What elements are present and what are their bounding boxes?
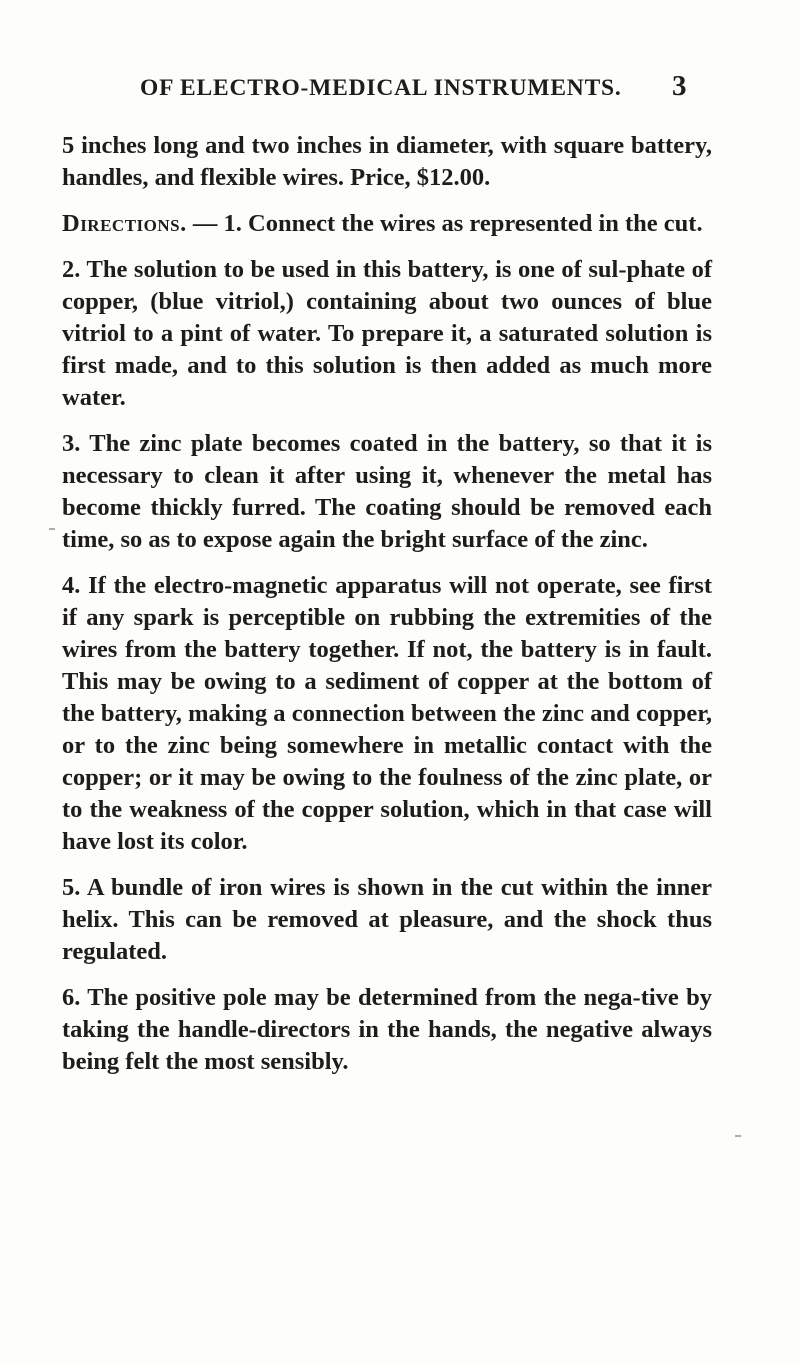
running-head [0,70,800,105]
directions-item-5: 5. A bundle of iron wires is shown in the cut within the inner helix. This can be removed at pleasure, and the shock thus regulated. [62,874,712,965]
body-text [62,130,712,1092]
intro-paragraph: 5 inches long and two inches in diameter, with square battery, handles, and flexible wires. Price, $12.00. [62,132,712,191]
directions-item-6: 6. The positive pole may be determined from the nega-tive by taking the handle-directors in the hands, the negative always being felt the most sensibly. [62,984,712,1075]
margin-tick-right [735,1135,741,1137]
page-number: 3 [672,70,687,102]
running-title: OF ELECTRO-MEDICAL INSTRUMENTS. [140,75,622,101]
directions-item-4: 4. If the electro-magnetic apparatus will not operate, see first if any spark is perceptible on rubbing the extremities of the wires from the battery together. If not, the battery is in fault. This may be owing to a sediment of copper at the bottom of the battery, making a connection between the zinc and copper, or to the zinc being somewhere in metallic contact with the copper; or it may be owing to the foulness of the zinc plate, or to the weakness of the copper solution, which in that case will have lost its color. [62,572,712,855]
directions-item-1-text: 1. Connect the wires as represented in the cut. [223,210,703,237]
directions-dash: — [186,210,224,237]
directions-item-3: 3. The zinc plate becomes coated in the battery, so that it is necessary to clean it after using it, whenever the metal has become thickly furred. The coating should be removed each time, so as to expose again the bright surface of the zinc. [62,430,712,553]
directions-heading: Directions. [62,210,187,237]
directions-item-2: 2. The solution to be used in this battery, is one of sul-phate of copper, (blue vitriol,) containing about two ounces of blue vitriol to a pint of water. To prepare it, a saturated solution is first made, and to this solution is then added as much more water. [62,256,712,411]
margin-tick-left [49,528,55,530]
directions-item-1 [62,208,712,240]
